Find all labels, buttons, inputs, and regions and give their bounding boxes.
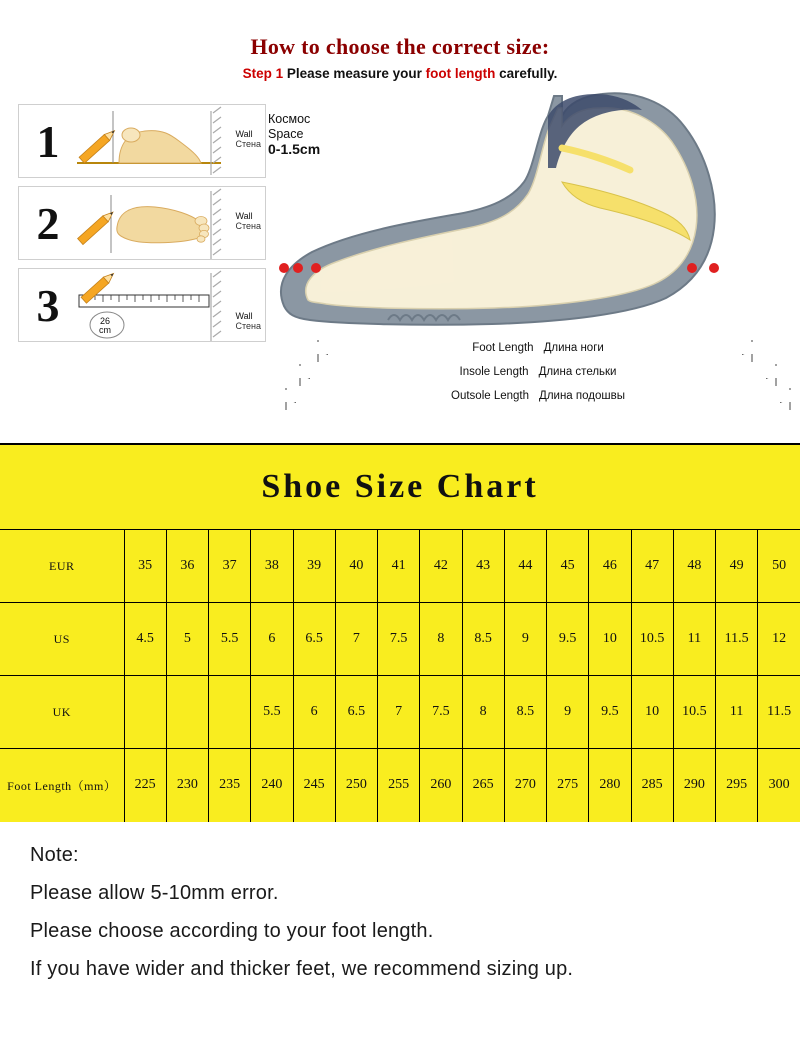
wall-label-en-1: Wall xyxy=(235,129,253,139)
cell-eur-4: 39 xyxy=(293,530,335,603)
measure-label-foot-length-en: Foot Length xyxy=(472,342,534,354)
measurement-legend xyxy=(282,340,794,420)
cell-foot-0: 225 xyxy=(124,749,166,822)
step-box-1 xyxy=(18,104,266,178)
wall-label-en-2: Wall xyxy=(235,211,253,221)
wall-label-2 xyxy=(235,211,261,231)
cell-uk-13: 10.5 xyxy=(673,676,715,749)
cell-uk-3: 5.5 xyxy=(251,676,293,749)
cell-us-10: 9.5 xyxy=(547,603,589,676)
note-title: Note: xyxy=(30,844,79,866)
wall-label-ru-3: Стена xyxy=(235,321,261,331)
cell-uk-0 xyxy=(124,676,166,749)
cell-us-9: 9 xyxy=(504,603,546,676)
chart-title: Shoe Size Chart xyxy=(261,468,539,505)
measure-label-insole-length-ru: Длина стельки xyxy=(538,366,617,378)
note-line-2: Please choose according to your foot length. xyxy=(30,920,434,942)
cell-us-11: 10 xyxy=(589,603,631,676)
step-number-2: 2 xyxy=(36,198,60,249)
cell-uk-10: 9 xyxy=(547,676,589,749)
cell-foot-4: 245 xyxy=(293,749,335,822)
cell-foot-1: 230 xyxy=(166,749,208,822)
cell-us-7: 8 xyxy=(420,603,462,676)
cell-uk-5: 6.5 xyxy=(335,676,377,749)
wall-label-en-3: Wall xyxy=(235,311,253,321)
wall-label-1 xyxy=(235,129,261,149)
step-label: Step 1 xyxy=(242,66,284,81)
cell-uk-7: 7.5 xyxy=(420,676,462,749)
table-row xyxy=(0,603,800,676)
step-box-3 xyxy=(18,268,266,342)
cell-us-2: 5.5 xyxy=(209,603,251,676)
cell-eur-10: 45 xyxy=(547,530,589,603)
table-row xyxy=(0,530,800,603)
cell-eur-1: 36 xyxy=(166,530,208,603)
cell-foot-3: 240 xyxy=(251,749,293,822)
table-row xyxy=(0,749,800,822)
cell-us-1: 5 xyxy=(166,603,208,676)
cell-foot-14: 295 xyxy=(716,749,758,822)
cell-uk-12: 10 xyxy=(631,676,673,749)
cell-us-3: 6 xyxy=(251,603,293,676)
note-line-1: Please allow 5-10mm error. xyxy=(30,882,279,904)
ruler-reading xyxy=(91,317,119,335)
space-value: 0-1.5cm xyxy=(268,141,321,157)
cell-eur-6: 41 xyxy=(378,530,420,603)
cell-foot-12: 285 xyxy=(631,749,673,822)
step-highlight: foot length xyxy=(425,66,496,81)
cell-foot-15: 300 xyxy=(758,749,800,822)
cell-foot-11: 280 xyxy=(589,749,631,822)
cell-foot-2: 235 xyxy=(209,749,251,822)
measure-label-outsole-length-en: Outsole Length xyxy=(451,390,530,402)
cell-foot-9: 270 xyxy=(504,749,546,822)
note-section xyxy=(0,826,800,988)
wall-label-ru-1: Стена xyxy=(235,139,261,149)
measure-instructions-section xyxy=(0,0,800,432)
row-header-uk: UK xyxy=(0,676,124,749)
row-header-foot-length: Foot Length（mm） xyxy=(0,749,124,822)
step-boxes xyxy=(18,104,266,350)
page-title: How to choose the correct size: xyxy=(250,34,550,59)
cell-eur-12: 47 xyxy=(631,530,673,603)
measure-label-insole-length-en: Insole Length xyxy=(459,366,529,378)
cell-uk-9: 8.5 xyxy=(504,676,546,749)
cell-us-15: 12 xyxy=(758,603,800,676)
cell-eur-7: 42 xyxy=(420,530,462,603)
cell-eur-13: 48 xyxy=(673,530,715,603)
table-row xyxy=(0,676,800,749)
cell-uk-14: 11 xyxy=(716,676,758,749)
cell-uk-4: 6 xyxy=(293,676,335,749)
cell-eur-3: 38 xyxy=(251,530,293,603)
shoe-size-chart-section xyxy=(0,443,800,821)
cell-uk-8: 8 xyxy=(462,676,504,749)
cell-eur-8: 43 xyxy=(462,530,504,603)
cell-foot-7: 260 xyxy=(420,749,462,822)
ruler-unit: cm xyxy=(99,325,111,335)
cell-eur-15: 50 xyxy=(758,530,800,603)
cell-uk-1 xyxy=(166,676,208,749)
cell-uk-2 xyxy=(209,676,251,749)
cell-us-8: 8.5 xyxy=(462,603,504,676)
cell-eur-9: 44 xyxy=(504,530,546,603)
cell-uk-11: 9.5 xyxy=(589,676,631,749)
measure-label-outsole-length xyxy=(282,390,794,402)
cell-eur-5: 40 xyxy=(335,530,377,603)
cell-us-0: 4.5 xyxy=(124,603,166,676)
step-number-1: 1 xyxy=(36,116,60,167)
cell-foot-6: 255 xyxy=(378,749,420,822)
cell-us-6: 7.5 xyxy=(378,603,420,676)
measure-label-foot-length xyxy=(282,342,794,354)
cell-foot-8: 265 xyxy=(462,749,504,822)
cell-us-5: 7 xyxy=(335,603,377,676)
measure-label-insole-length xyxy=(282,366,794,378)
measure-row-foot-length xyxy=(282,340,794,364)
cell-foot-10: 275 xyxy=(547,749,589,822)
step-number-3: 3 xyxy=(36,280,60,331)
cell-us-4: 6.5 xyxy=(293,603,335,676)
cell-us-12: 10.5 xyxy=(631,603,673,676)
measure-label-foot-length-ru: Длина ноги xyxy=(543,342,604,354)
note-line-3: If you have wider and thicker feet, we recommend sizing up. xyxy=(30,958,574,980)
row-header-us: US xyxy=(0,603,124,676)
cell-uk-15: 11.5 xyxy=(758,676,800,749)
measure-row-outsole-length xyxy=(282,388,794,412)
measure-row-insole-length xyxy=(282,364,794,388)
wall-label-ru-2: Стена xyxy=(235,221,261,231)
cell-us-14: 11.5 xyxy=(716,603,758,676)
space-label-ru: Космос xyxy=(268,112,311,126)
cell-foot-5: 250 xyxy=(335,749,377,822)
space-label-en: Space xyxy=(268,127,304,141)
shoe-cross-section-illustration xyxy=(262,86,800,346)
step-text-after: carefully. xyxy=(495,66,558,81)
size-chart-table xyxy=(0,529,800,822)
row-header-eur: EUR xyxy=(0,530,124,603)
step-box-2 xyxy=(18,186,266,260)
cell-uk-6: 7 xyxy=(378,676,420,749)
cell-eur-2: 37 xyxy=(209,530,251,603)
cell-us-13: 11 xyxy=(673,603,715,676)
measure-label-outsole-length-ru: Длина подошвы xyxy=(539,390,625,402)
cell-eur-11: 46 xyxy=(589,530,631,603)
step-subtitle xyxy=(0,66,800,81)
cell-eur-14: 49 xyxy=(716,530,758,603)
wall-label-3 xyxy=(235,311,261,331)
cell-eur-0: 35 xyxy=(124,530,166,603)
step-text-before: Please measure your xyxy=(283,66,426,81)
ruler-value: 26 xyxy=(99,316,110,326)
cell-foot-13: 290 xyxy=(673,749,715,822)
